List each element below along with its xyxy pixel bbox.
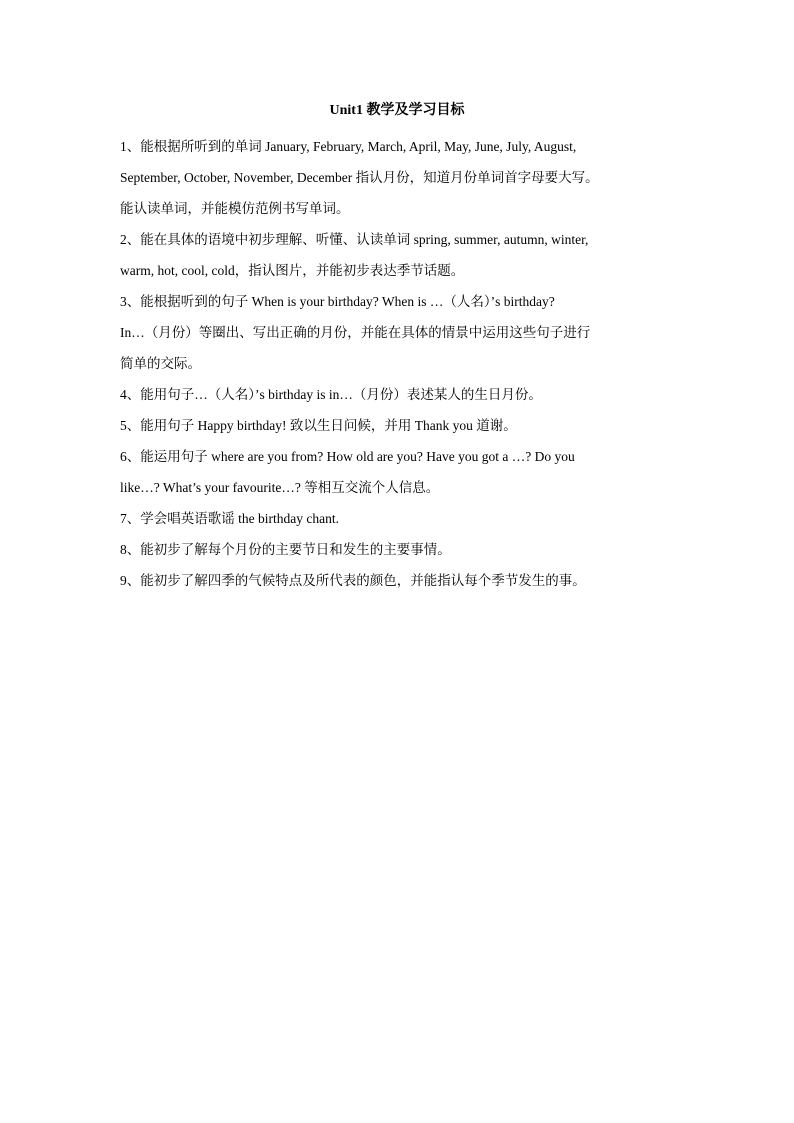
objective-line: warm, hot, cool, cold，指认图片，并能初步表达季节话题。 [120,263,465,278]
objective-item-7 [120,503,680,534]
objectives-list [120,131,680,596]
objective-item-1 [120,131,680,224]
objective-line: like…? What’s your favourite…? 等相互交流个人信息。 [120,480,440,495]
objective-line: 5、能用句子 Happy birthday! 致以生日问候，并用 Thank you 道谢。 [120,418,517,433]
objective-line: September, October, November, December 指认月份，知道月份单词首字母要大写。 [120,170,599,185]
objective-item-4 [120,379,680,410]
objective-item-9 [120,565,680,596]
objective-line: 4、能用句子…（人名）’s birthday is in…（月份）表述某人的生日月份。 [120,387,542,402]
objective-line: 1、能根据所听到的单词 January, February, March, April, May, June, July, August, [120,139,577,154]
objective-line: 7、学会唱英语歌谣 the birthday chant. [120,511,339,526]
objective-line: 8、能初步了解每个月份的主要节日和发生的主要事情。 [120,542,451,557]
objective-item-5 [120,410,680,441]
objective-item-8 [120,534,680,565]
objective-line: 6、能运用句子 where are you from? How old are you? Have you got a …? Do you [120,449,575,464]
objective-item-6 [120,441,680,503]
objective-line: 能认读单词，并能模仿范例书写单词。 [120,201,350,216]
objective-line: 3、能根据听到的句子 When is your birthday? When is …（人名）’s birthday? [120,294,555,309]
objective-item-2 [120,224,680,286]
objective-line: 9、能初步了解四季的气候特点及所代表的颜色，并能指认每个季节发生的事。 [120,573,586,588]
objective-line: 2、能在具体的语境中初步理解、听懂、认读单词 spring, summer, autumn, winter, [120,232,589,247]
objective-line: In…（月份）等圈出、写出正确的月份，并能在具体的情景中运用这些句子进行 [120,325,591,340]
objective-item-3 [120,286,680,379]
objective-line: 简单的交际。 [120,356,201,371]
document-title: Unit1 教学及学习目标 [329,103,465,118]
